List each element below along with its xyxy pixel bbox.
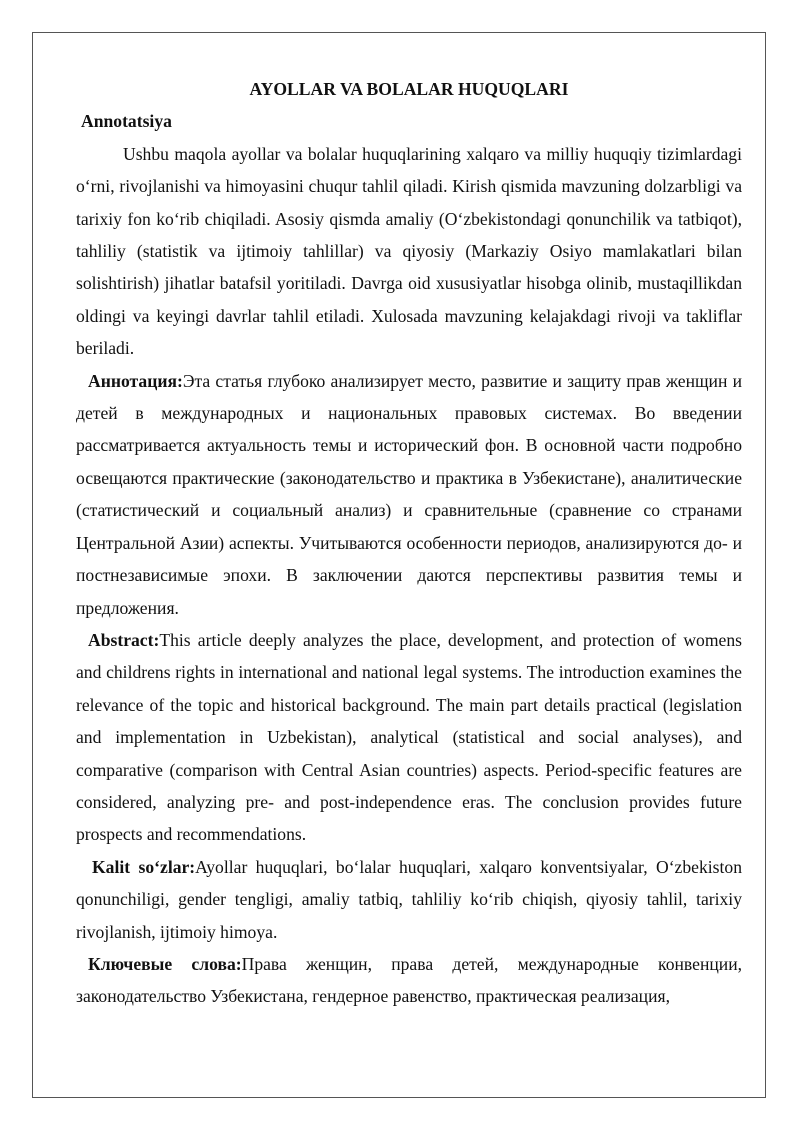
document-title: AYOLLAR VA BOLALAR HUQUQLARI bbox=[249, 79, 569, 99]
annotatsiya-ru-paragraph bbox=[76, 365, 742, 624]
abstract-label: Abstract: bbox=[88, 629, 160, 650]
annotatsiya-paragraph: Ushbu maqola ayollar va bolalar huquqlarining xalqaro va milliy huquqiy tizimlardagi o‘rni, rivojlanishi va himoyasini chuqur tahlil qiladi. Kirish qismida mavzuning dolzarbligi va tarixiy fon ko‘rib chiqiladi. Asosiy qismda amaliy (O‘zbekistondagi qonunchilik va tatbiqot), tahliliy (statistik va ijtimoiy tahlillar) va qiyosiy (Markaziy Osiyo mamlakatlari bilan solishtirish) jihatlar batafsil yoritiladi. Davrga oid xususiyatlar hisobga olinib, mustaqillikdan oldingi va keyingi davrlar tahlil etiladi. Xulosada mavzuning kelajakdagi rivoji va takliflar beriladi. bbox=[76, 143, 742, 359]
annotatsiya-ru-label: Аннотация: bbox=[88, 370, 183, 391]
abstract-text: This article deeply analyzes the place, development, and protection of womens and childrens rights in international and national legal systems. The introduction examines the relevance of the topic and historical background. The main part details practical (legislation and implementation in Uzbekistan), analytical (statistical and social analyses), and comparative (comparison with Central Asian countries) aspects. Period-specific features are considered, analyzing pre- and post-independence eras. The conclusion provides future prospects and recommendations. bbox=[76, 629, 742, 845]
kalit-sozlar-label: Kalit so‘zlar: bbox=[92, 856, 196, 877]
keywords-ru-paragraph bbox=[76, 948, 742, 1013]
annotatsiya-ru-text: Эта статья глубоко анализирует место, развитие и защиту прав женщин и детей в международных и национальных правовых системах. Во введении рассматривается актуальность темы и исторический фон. В основной части подробно освещаются практические (законодательство и практика в Узбекистане), аналитические (статистический и социальный анализ) и сравнительные (сравнение со странами Центральной Азии) аспекты. Учитываются особенности периодов, анализируются до- и постнезависимые эпохи. В заключении даются перспективы развития темы и предложения. bbox=[76, 370, 742, 618]
abstract-paragraph bbox=[76, 624, 742, 851]
document-body bbox=[76, 73, 742, 1013]
keywords-ru-text: Права женщин, права детей, международные конвенции, законодательство Узбекистана, гендерное равенство, практическая реализация, bbox=[76, 953, 743, 1007]
kalit-sozlar-text: Ayollar huquqlari, bo‘lalar huquqlari, xalqaro konventsiyalar, O‘zbekiston qonunchiligi, gender tengligi, amaliy tatbiq, tahliliy ko‘rib chiqish, qiyosiy tahlil, tarixiy rivojlanish, ijtimoiy himoya. bbox=[76, 856, 742, 942]
annotatsiya-heading: Annotatsiya bbox=[81, 111, 172, 132]
kalit-sozlar-paragraph bbox=[76, 851, 742, 948]
keywords-ru-label: Ключевые слова: bbox=[88, 953, 242, 974]
